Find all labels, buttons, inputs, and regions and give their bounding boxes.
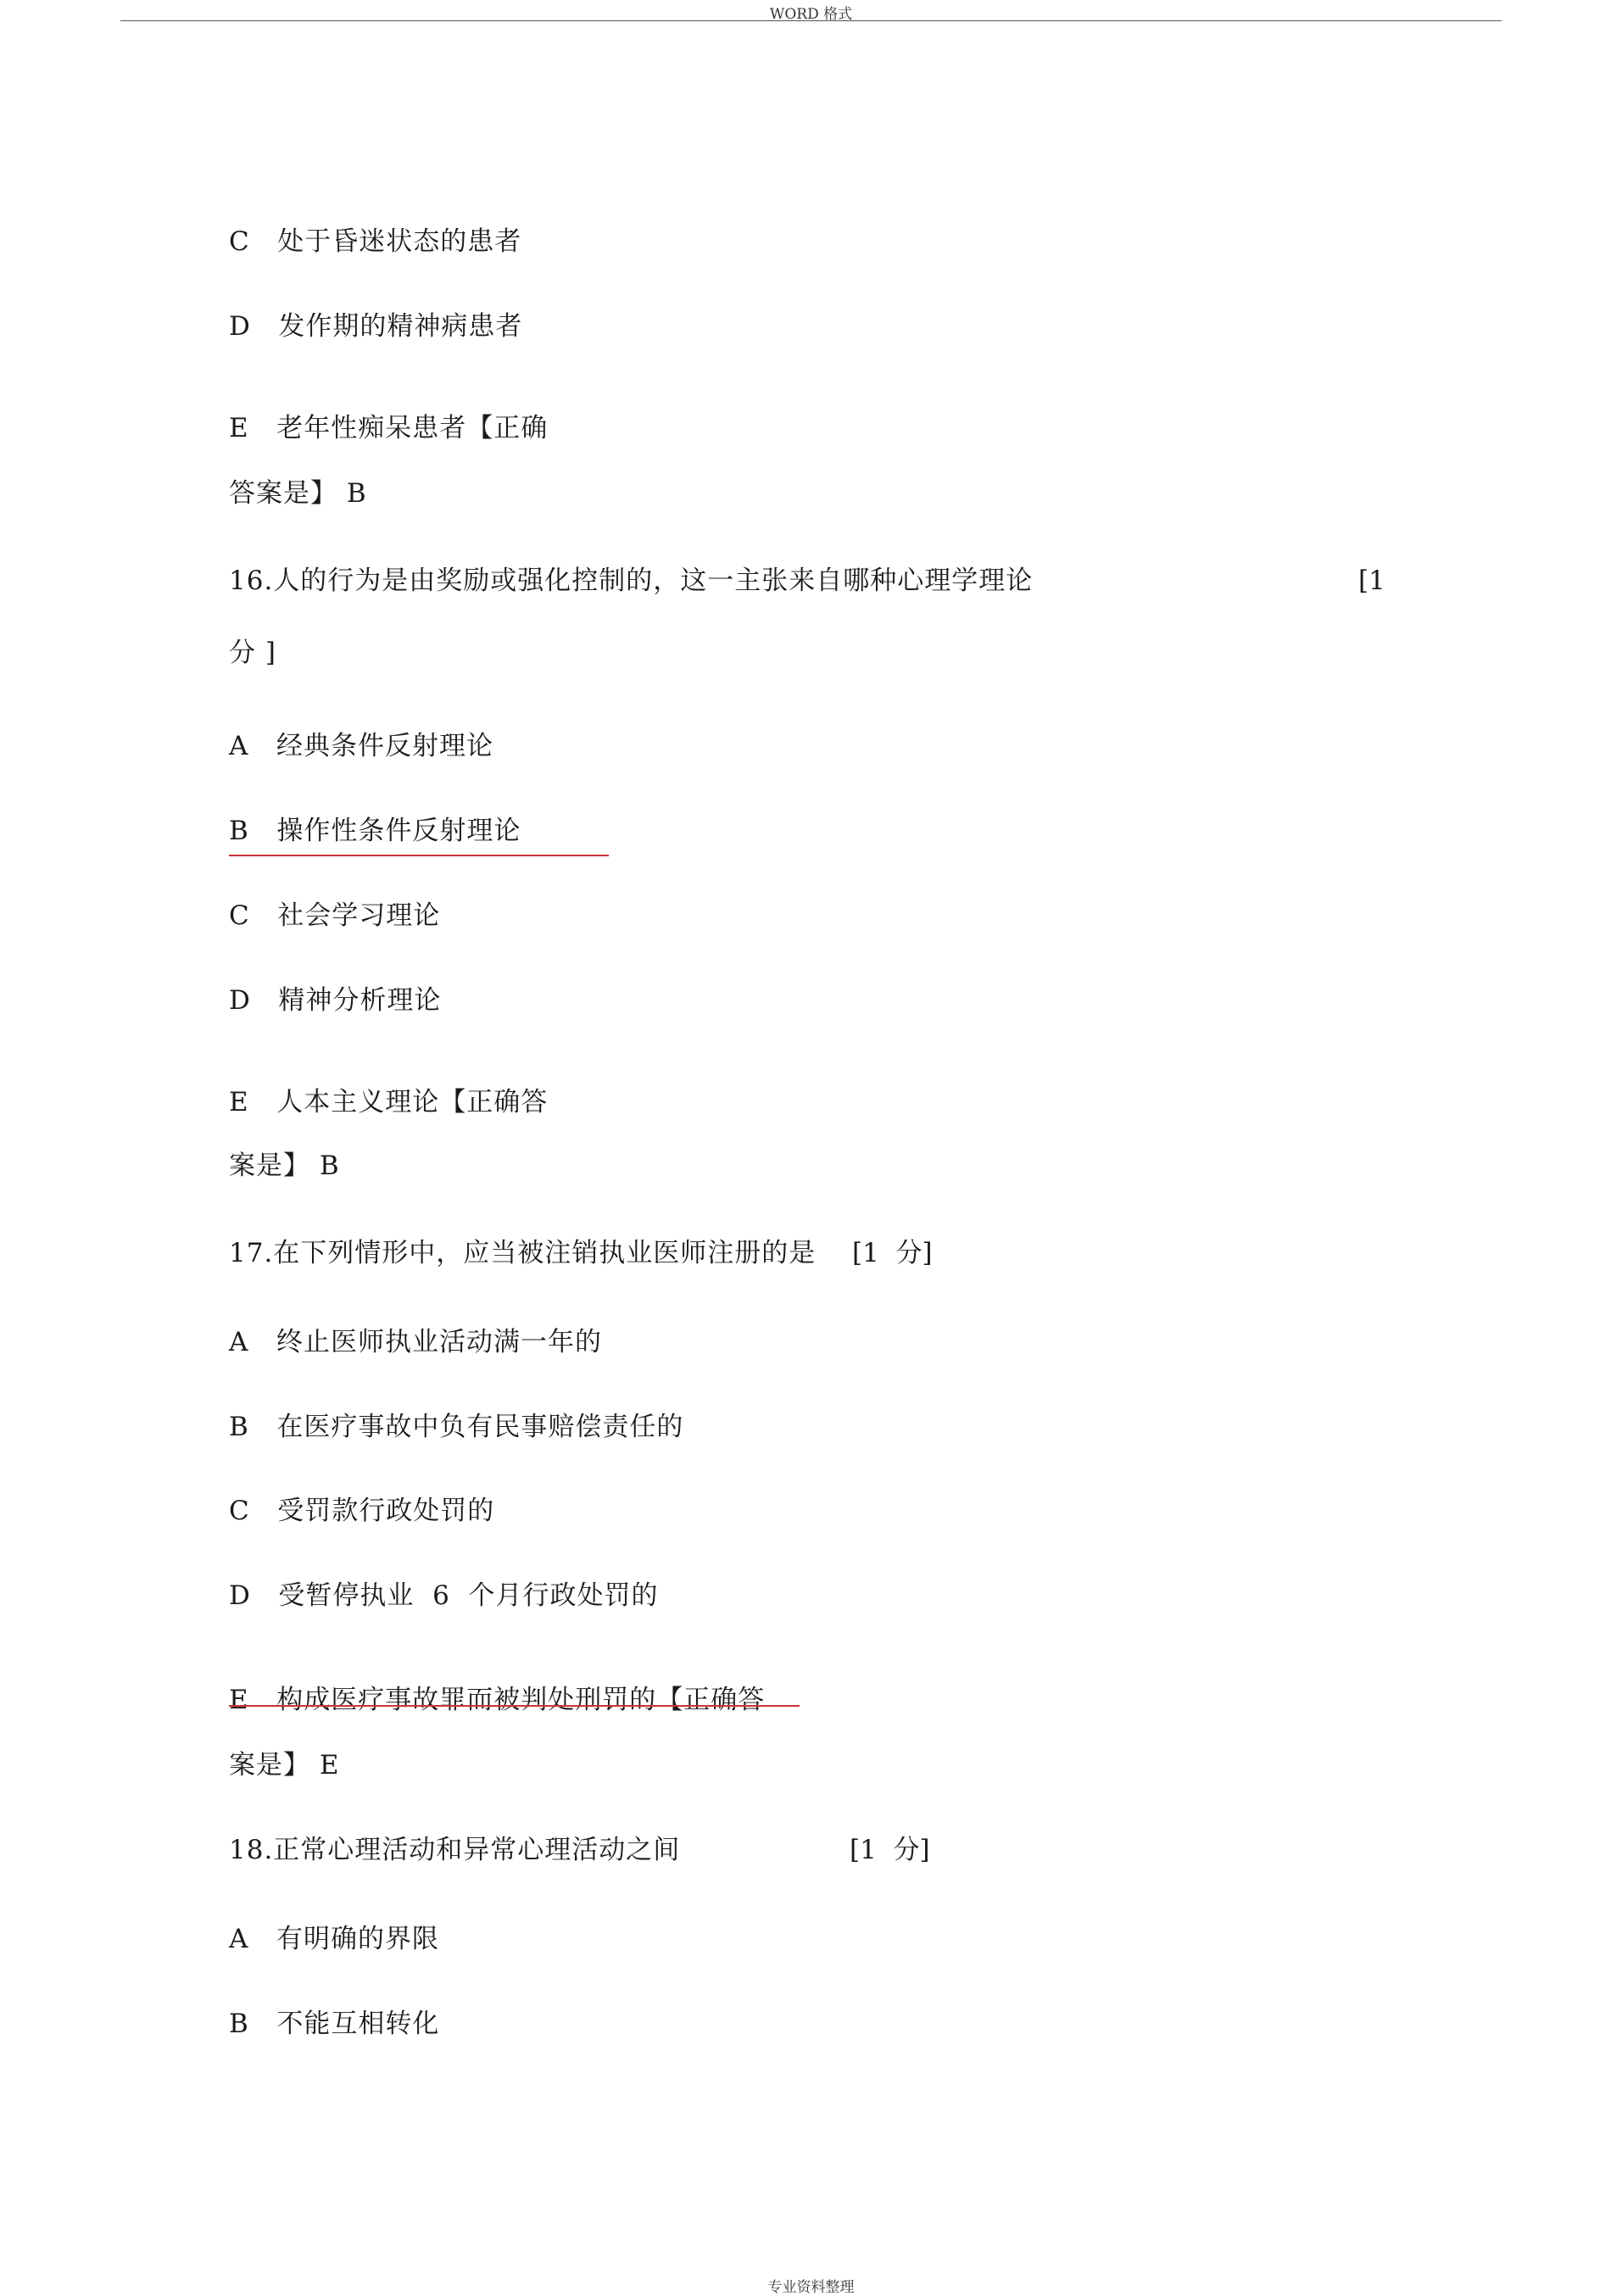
q16-option-c: C 社会学习理论 <box>229 900 441 931</box>
page-header <box>0 0 1622 25</box>
answer-strike <box>229 1705 800 1707</box>
q18-option-b: B 不能互相转化 <box>229 2009 440 2039</box>
q17-stem: 17.在下列情形中，应当被注销执业医师注册的是 <box>229 1238 817 1268</box>
header-rule <box>120 20 1502 21</box>
q15-option-c: C 处于昏迷状态的患者 <box>229 226 522 257</box>
page-footer: 专业资料整理 <box>767 2279 855 2296</box>
q17-option-c: C 受罚款行政处罚的 <box>229 1496 495 1526</box>
answer-underline <box>229 855 609 856</box>
q16-option-e: E 人本主义理论【正确答 <box>229 1087 549 1117</box>
q16-score-unit: 分 ] <box>229 638 276 668</box>
q17-option-e: E 构成医疗事故罪而被判处刑罚的【正确答 <box>229 1685 766 1715</box>
q18-stem: 18.正常心理活动和异常心理活动之间 <box>229 1835 681 1865</box>
q15-option-d: D 发作期的精神病患者 <box>229 311 523 342</box>
header-label: WORD 格式 <box>769 6 853 23</box>
q17-option-a: A 终止医师执业活动满一年的 <box>229 1327 602 1357</box>
q17-option-b: B 在医疗事故中负有民事赔偿责任的 <box>229 1412 684 1442</box>
q18-option-a: A 有明确的界限 <box>229 1924 439 1954</box>
q17-option-d: D 受暂停执业 6 个月行政处罚的 <box>229 1580 659 1611</box>
q16-score: [1 <box>1358 566 1385 596</box>
q16-option-b: B 操作性条件反射理论 <box>229 816 521 846</box>
q16-answer: 案是】 B <box>229 1151 340 1181</box>
q16-option-a: A 经典条件反射理论 <box>229 731 493 761</box>
q18-score: [1 分] <box>850 1835 930 1865</box>
q17-score: [1 分] <box>852 1238 933 1268</box>
q15-option-e: E 老年性痴呆患者【正确 <box>229 413 549 443</box>
q17-answer: 案是】 E <box>229 1750 340 1781</box>
q16-option-d: D 精神分析理论 <box>229 985 442 1016</box>
q16-stem: 16.人的行为是由奖励或强化控制的，这一主张来自哪种心理学理论 <box>229 566 1034 596</box>
q15-answer: 答案是】 B <box>229 478 367 509</box>
